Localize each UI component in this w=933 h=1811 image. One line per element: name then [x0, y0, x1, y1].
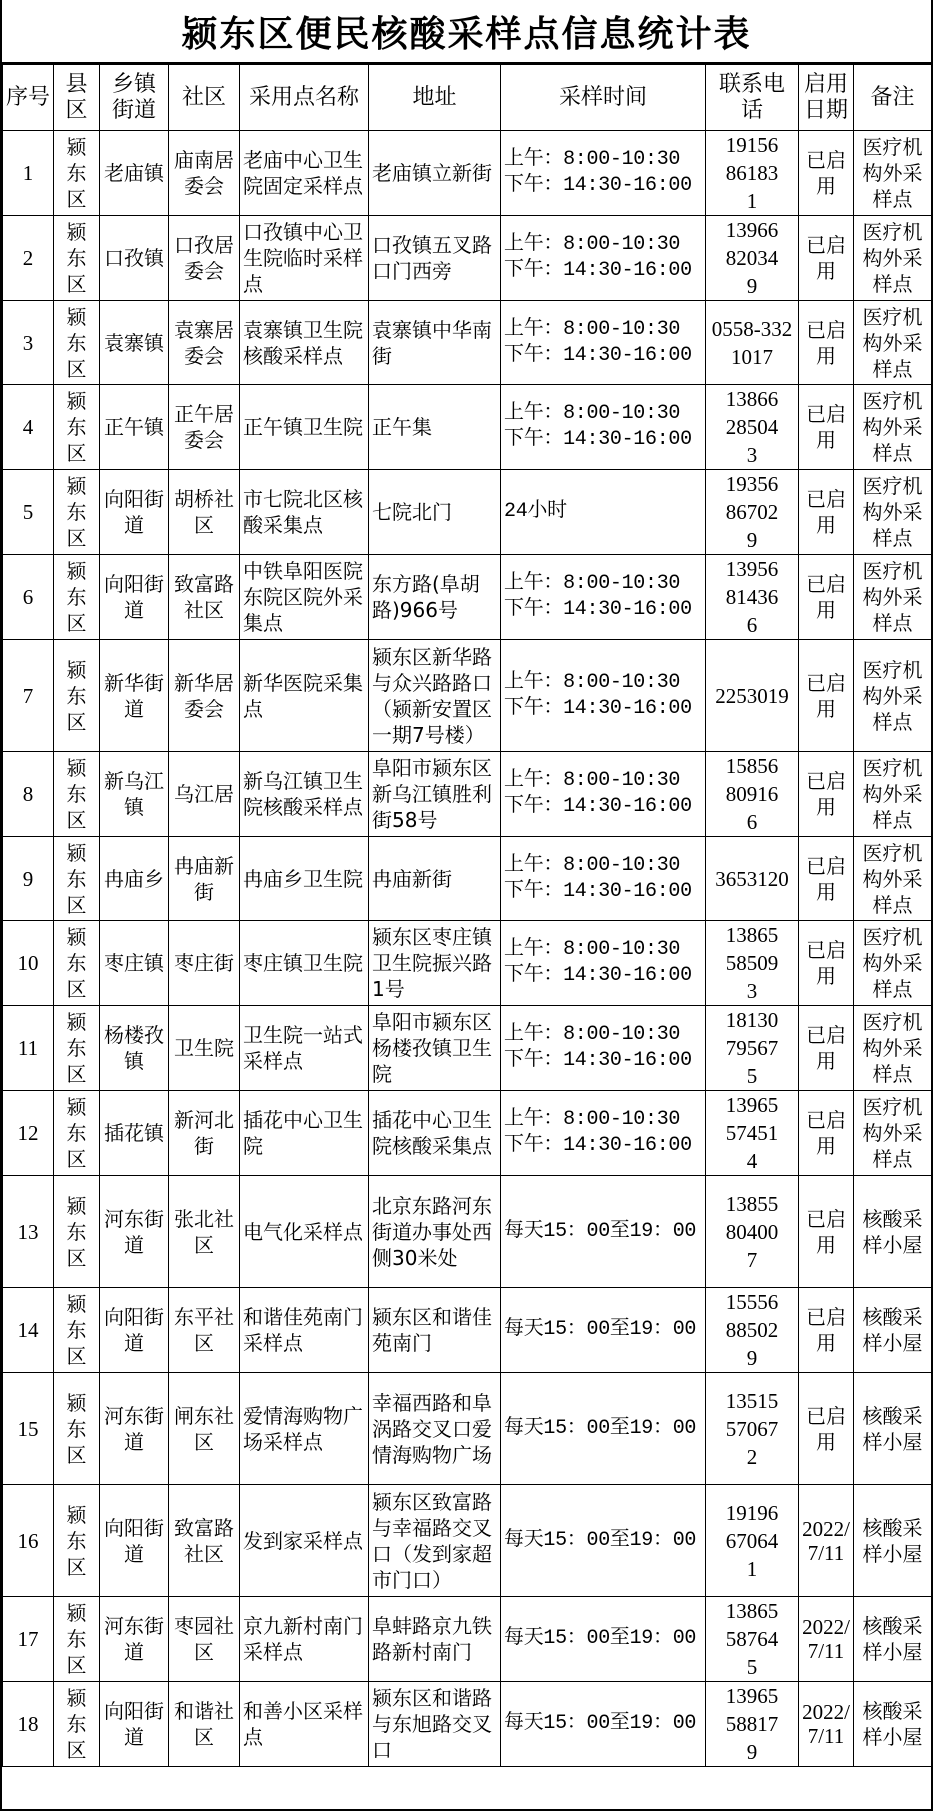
table-row [3, 1288, 932, 1373]
cell-community: 冉庙新街 [169, 837, 240, 921]
cell-county: 颍东区 [54, 555, 100, 640]
cell-no: 7 [3, 640, 54, 752]
cell-note: 核酸采样小屋 [854, 1597, 932, 1682]
cell-date: 已启用 [799, 470, 854, 555]
time-line: 下午：14:30-16:00 [504, 428, 692, 451]
cell-note: 医疗机构外采样点 [854, 301, 932, 385]
time-line: 下午：14:30-16:00 [504, 1049, 692, 1072]
cell-note: 医疗机构外采样点 [854, 837, 932, 921]
cell-site: 冉庙乡卫生院 [240, 837, 369, 921]
time-line: 上午：8:00-10:30 [504, 938, 681, 961]
cell-town: 口孜镇 [100, 216, 169, 301]
cell-town: 正午镇 [100, 385, 169, 470]
cell-county: 颍东区 [54, 1373, 100, 1485]
cell-address: 冉庙新街 [369, 837, 501, 921]
cell-town: 河东街道 [100, 1176, 169, 1288]
cell-community: 庙南居委会 [169, 131, 240, 216]
cell-no: 3 [3, 301, 54, 385]
table-row [3, 921, 932, 1006]
cell-site: 电气化采样点 [240, 1176, 369, 1288]
cell-community: 张北社区 [169, 1176, 240, 1288]
cell-phone: 19196670641 [706, 1485, 799, 1597]
cell-town: 新华街道 [100, 640, 169, 752]
cell-town: 杨楼孜镇 [100, 1006, 169, 1091]
cell-county: 颍东区 [54, 1682, 100, 1767]
cell-time [501, 216, 706, 301]
cell-note: 核酸采样小屋 [854, 1176, 932, 1288]
time-line: 下午：14:30-16:00 [504, 174, 692, 197]
cell-community: 枣庄街 [169, 921, 240, 1006]
cell-county: 颍东区 [54, 216, 100, 301]
header-cell-site: 采用点名称 [240, 65, 369, 131]
cell-community: 乌江居 [169, 752, 240, 837]
cell-county: 颍东区 [54, 385, 100, 470]
cell-address: 七院北门 [369, 470, 501, 555]
cell-address: 幸福西路和阜涡路交叉口爱情海购物广场 [369, 1373, 501, 1485]
cell-community: 枣园社区 [169, 1597, 240, 1682]
cell-no: 15 [3, 1373, 54, 1485]
cell-time [501, 470, 706, 555]
header-cell-town: 乡镇街道 [100, 65, 169, 131]
cell-note: 医疗机构外采样点 [854, 752, 932, 837]
cell-county: 颍东区 [54, 752, 100, 837]
time-line: 上午：8:00-10:30 [504, 769, 681, 792]
cell-time [501, 131, 706, 216]
cell-community: 闸东社区 [169, 1373, 240, 1485]
cell-time [501, 1006, 706, 1091]
time-line: 上午：8:00-10:30 [504, 572, 681, 595]
cell-date: 已启用 [799, 1373, 854, 1485]
cell-site: 口孜镇中心卫生院临时采样点 [240, 216, 369, 301]
cell-county: 颍东区 [54, 1176, 100, 1288]
table-row [3, 385, 932, 470]
cell-county: 颍东区 [54, 301, 100, 385]
cell-town: 向阳街道 [100, 470, 169, 555]
cell-town: 插花镇 [100, 1091, 169, 1176]
time-line: 下午：14:30-16:00 [504, 964, 692, 987]
cell-no: 10 [3, 921, 54, 1006]
cell-time [501, 1682, 706, 1767]
cell-date: 2022/7/11 [799, 1682, 854, 1767]
sampling-sites-table [2, 64, 932, 1767]
cell-no: 12 [3, 1091, 54, 1176]
table-body [3, 131, 932, 1767]
cell-site: 市七院北区核酸采集点 [240, 470, 369, 555]
time-line: 上午：8:00-10:30 [504, 670, 681, 694]
table-row [3, 470, 932, 555]
cell-phone: 0558-3321017 [706, 301, 799, 385]
cell-site: 爱情海购物广场采样点 [240, 1373, 369, 1485]
cell-no: 1 [3, 131, 54, 216]
cell-time [501, 1485, 706, 1597]
cell-community: 卫生院 [169, 1006, 240, 1091]
cell-note: 医疗机构外采样点 [854, 470, 932, 555]
cell-address: 颍东区和谐佳苑南门 [369, 1288, 501, 1373]
cell-community: 和谐社区 [169, 1682, 240, 1767]
cell-no: 18 [3, 1682, 54, 1767]
cell-site: 枣庄镇卫生院 [240, 921, 369, 1006]
time-line: 上午：8:00-10:30 [504, 317, 681, 341]
time-line: 下午：14:30-16:00 [504, 879, 692, 903]
cell-address: 老庙镇立新街 [369, 131, 501, 216]
cell-site: 老庙中心卫生院固定采样点 [240, 131, 369, 216]
time-line: 每天15：00至19：00 [504, 1528, 697, 1552]
cell-community: 正午居委会 [169, 385, 240, 470]
cell-address: 颍东区和谐路与东旭路交叉口 [369, 1682, 501, 1767]
table-row [3, 1597, 932, 1682]
cell-county: 颍东区 [54, 1485, 100, 1597]
cell-no: 4 [3, 385, 54, 470]
cell-site: 卫生院一站式采样点 [240, 1006, 369, 1091]
cell-site: 新华医院采集点 [240, 640, 369, 752]
cell-address: 阜阳市颍东区新乌江镇胜利街58号 [369, 752, 501, 837]
header-cell-phone: 联系电话 [706, 65, 799, 131]
cell-date: 已启用 [799, 921, 854, 1006]
cell-phone: 13966820349 [706, 216, 799, 301]
cell-county: 颍东区 [54, 921, 100, 1006]
time-line: 每天15：00至19：00 [504, 1712, 697, 1735]
time-line: 上午：8:00-10:30 [504, 1108, 681, 1131]
cell-site: 正午镇卫生院 [240, 385, 369, 470]
header-cell-community: 社区 [169, 65, 240, 131]
table-row [3, 1006, 932, 1091]
time-line: 上午：8:00-10:30 [504, 233, 681, 256]
cell-date: 已启用 [799, 1006, 854, 1091]
cell-note: 医疗机构外采样点 [854, 640, 932, 752]
time-line: 下午：14:30-16:00 [504, 1134, 692, 1157]
cell-no: 13 [3, 1176, 54, 1288]
cell-address: 正午集 [369, 385, 501, 470]
cell-time [501, 1176, 706, 1288]
cell-county: 颍东区 [54, 131, 100, 216]
time-line: 上午：8:00-10:30 [504, 148, 681, 171]
cell-no: 9 [3, 837, 54, 921]
cell-phone: 13866285043 [706, 385, 799, 470]
cell-date: 已启用 [799, 216, 854, 301]
cell-date: 2022/7/11 [799, 1597, 854, 1682]
time-line: 下午：14:30-16:00 [504, 795, 692, 818]
cell-date: 已启用 [799, 1288, 854, 1373]
cell-phone: 13965588179 [706, 1682, 799, 1767]
header-cell-address: 地址 [369, 65, 501, 131]
cell-phone: 13865585093 [706, 921, 799, 1006]
time-line: 每天15：00至19：00 [504, 1627, 697, 1650]
cell-phone: 2253019 [706, 640, 799, 752]
cell-phone: 13515570672 [706, 1373, 799, 1485]
cell-town: 向阳街道 [100, 1288, 169, 1373]
cell-county: 颍东区 [54, 640, 100, 752]
cell-time [501, 1373, 706, 1485]
cell-community: 致富路社区 [169, 1485, 240, 1597]
cell-phone: 19156861831 [706, 131, 799, 216]
cell-note: 医疗机构外采样点 [854, 1091, 932, 1176]
cell-note: 医疗机构外采样点 [854, 921, 932, 1006]
header-cell-no: 序号 [3, 65, 54, 131]
cell-town: 河东街道 [100, 1597, 169, 1682]
cell-address: 阜蚌路京九铁路新村南门 [369, 1597, 501, 1682]
cell-no: 16 [3, 1485, 54, 1597]
cell-phone: 13956814366 [706, 555, 799, 640]
cell-date: 已启用 [799, 1176, 854, 1288]
cell-address: 插花中心卫生院核酸采集点 [369, 1091, 501, 1176]
cell-time [501, 301, 706, 385]
cell-no: 11 [3, 1006, 54, 1091]
time-line: 上午：8:00-10:30 [504, 402, 681, 425]
cell-community: 口孜居委会 [169, 216, 240, 301]
table-row [3, 640, 932, 752]
cell-date: 已启用 [799, 837, 854, 921]
cell-phone: 15856809166 [706, 752, 799, 837]
cell-site: 发到家采样点 [240, 1485, 369, 1597]
time-line: 下午：14:30-16:00 [504, 598, 692, 621]
time-line: 上午：8:00-10:30 [504, 1023, 681, 1046]
cell-address: 口孜镇五叉路口门西旁 [369, 216, 501, 301]
cell-county: 颍东区 [54, 1006, 100, 1091]
table-row [3, 1373, 932, 1485]
cell-note: 医疗机构外采样点 [854, 1006, 932, 1091]
cell-no: 2 [3, 216, 54, 301]
header-cell-date: 启用日期 [799, 65, 854, 131]
cell-site: 插花中心卫生院 [240, 1091, 369, 1176]
cell-community: 新华居委会 [169, 640, 240, 752]
cell-town: 向阳街道 [100, 1682, 169, 1767]
cell-county: 颍东区 [54, 1091, 100, 1176]
cell-town: 新乌江镇 [100, 752, 169, 837]
header-row [3, 65, 932, 131]
cell-time [501, 1288, 706, 1373]
cell-community: 袁寨居委会 [169, 301, 240, 385]
table-row [3, 131, 932, 216]
cell-time [501, 752, 706, 837]
cell-address: 东方路(阜胡路)966号 [369, 555, 501, 640]
cell-note: 医疗机构外采样点 [854, 555, 932, 640]
cell-time [501, 837, 706, 921]
cell-phone: 3653120 [706, 837, 799, 921]
time-line: 每天15：00至19：00 [504, 1219, 697, 1243]
cell-note: 医疗机构外采样点 [854, 131, 932, 216]
cell-time [501, 1091, 706, 1176]
cell-phone: 13855804007 [706, 1176, 799, 1288]
cell-time [501, 555, 706, 640]
cell-note: 医疗机构外采样点 [854, 385, 932, 470]
cell-county: 颍东区 [54, 470, 100, 555]
cell-site: 和善小区采样点 [240, 1682, 369, 1767]
cell-time [501, 385, 706, 470]
time-line: 24小时 [504, 500, 567, 523]
cell-date: 已启用 [799, 1091, 854, 1176]
table-row [3, 752, 932, 837]
cell-no: 5 [3, 470, 54, 555]
time-line: 下午：14:30-16:00 [504, 343, 692, 367]
cell-date: 已启用 [799, 752, 854, 837]
cell-phone: 18130795675 [706, 1006, 799, 1091]
cell-county: 颍东区 [54, 1597, 100, 1682]
cell-note: 医疗机构外采样点 [854, 216, 932, 301]
cell-address: 阜阳市颍东区杨楼孜镇卫生院 [369, 1006, 501, 1091]
table-row [3, 1485, 932, 1597]
cell-site: 袁寨镇卫生院核酸采样点 [240, 301, 369, 385]
time-line: 下午：14:30-16:00 [504, 259, 692, 282]
cell-site: 京九新村南门采样点 [240, 1597, 369, 1682]
cell-time [501, 640, 706, 752]
cell-date: 已启用 [799, 131, 854, 216]
cell-time [501, 1597, 706, 1682]
table-row [3, 301, 932, 385]
table-row [3, 555, 932, 640]
cell-town: 冉庙乡 [100, 837, 169, 921]
header-cell-county: 县区 [54, 65, 100, 131]
time-line: 每天15：00至19：00 [504, 1318, 697, 1341]
cell-town: 袁寨镇 [100, 301, 169, 385]
cell-note: 核酸采样小屋 [854, 1682, 932, 1767]
cell-no: 17 [3, 1597, 54, 1682]
cell-phone: 15556885029 [706, 1288, 799, 1373]
cell-note: 核酸采样小屋 [854, 1373, 932, 1485]
cell-town: 枣庄镇 [100, 921, 169, 1006]
cell-phone: 19356867029 [706, 470, 799, 555]
table-row [3, 837, 932, 921]
cell-community: 胡桥社区 [169, 470, 240, 555]
cell-community: 东平社区 [169, 1288, 240, 1373]
cell-no: 6 [3, 555, 54, 640]
sheet-title: 颍东区便民核酸采样点信息统计表 [2, 0, 931, 64]
cell-no: 14 [3, 1288, 54, 1373]
cell-town: 向阳街道 [100, 555, 169, 640]
time-line: 上午：8:00-10:30 [504, 853, 681, 877]
time-line: 每天15：00至19：00 [504, 1416, 697, 1440]
cell-note: 核酸采样小屋 [854, 1485, 932, 1597]
header-cell-note: 备注 [854, 65, 932, 131]
cell-address: 颍东区枣庄镇卫生院振兴路1号 [369, 921, 501, 1006]
cell-address: 颍东区新华路与众兴路路口（颍新安置区一期7号楼） [369, 640, 501, 752]
time-line: 下午：14:30-16:00 [504, 696, 692, 720]
cell-town: 河东街道 [100, 1373, 169, 1485]
table-row [3, 1176, 932, 1288]
cell-community: 致富路社区 [169, 555, 240, 640]
table-row [3, 1091, 932, 1176]
cell-site: 和谐佳苑南门采样点 [240, 1288, 369, 1373]
cell-date: 2022/7/11 [799, 1485, 854, 1597]
cell-date: 已启用 [799, 301, 854, 385]
cell-town: 老庙镇 [100, 131, 169, 216]
cell-county: 颍东区 [54, 1288, 100, 1373]
cell-no: 8 [3, 752, 54, 837]
cell-site: 中铁阜阳医院东院区院外采集点 [240, 555, 369, 640]
cell-address: 颍东区致富路与幸福路交叉口（发到家超市门口） [369, 1485, 501, 1597]
header-cell-time: 采样时间 [501, 65, 706, 131]
cell-note: 核酸采样小屋 [854, 1288, 932, 1373]
cell-site: 新乌江镇卫生院核酸采样点 [240, 752, 369, 837]
table-row [3, 1682, 932, 1767]
cell-date: 已启用 [799, 385, 854, 470]
cell-address: 北京东路河东街道办事处西侧30米处 [369, 1176, 501, 1288]
cell-date: 已启用 [799, 555, 854, 640]
table-row [3, 216, 932, 301]
cell-date: 已启用 [799, 640, 854, 752]
cell-address: 袁寨镇中华南街 [369, 301, 501, 385]
cell-town: 向阳街道 [100, 1485, 169, 1597]
cell-county: 颍东区 [54, 837, 100, 921]
cell-time [501, 921, 706, 1006]
cell-phone: 13865587645 [706, 1597, 799, 1682]
cell-phone: 13965574514 [706, 1091, 799, 1176]
cell-community: 新河北街 [169, 1091, 240, 1176]
